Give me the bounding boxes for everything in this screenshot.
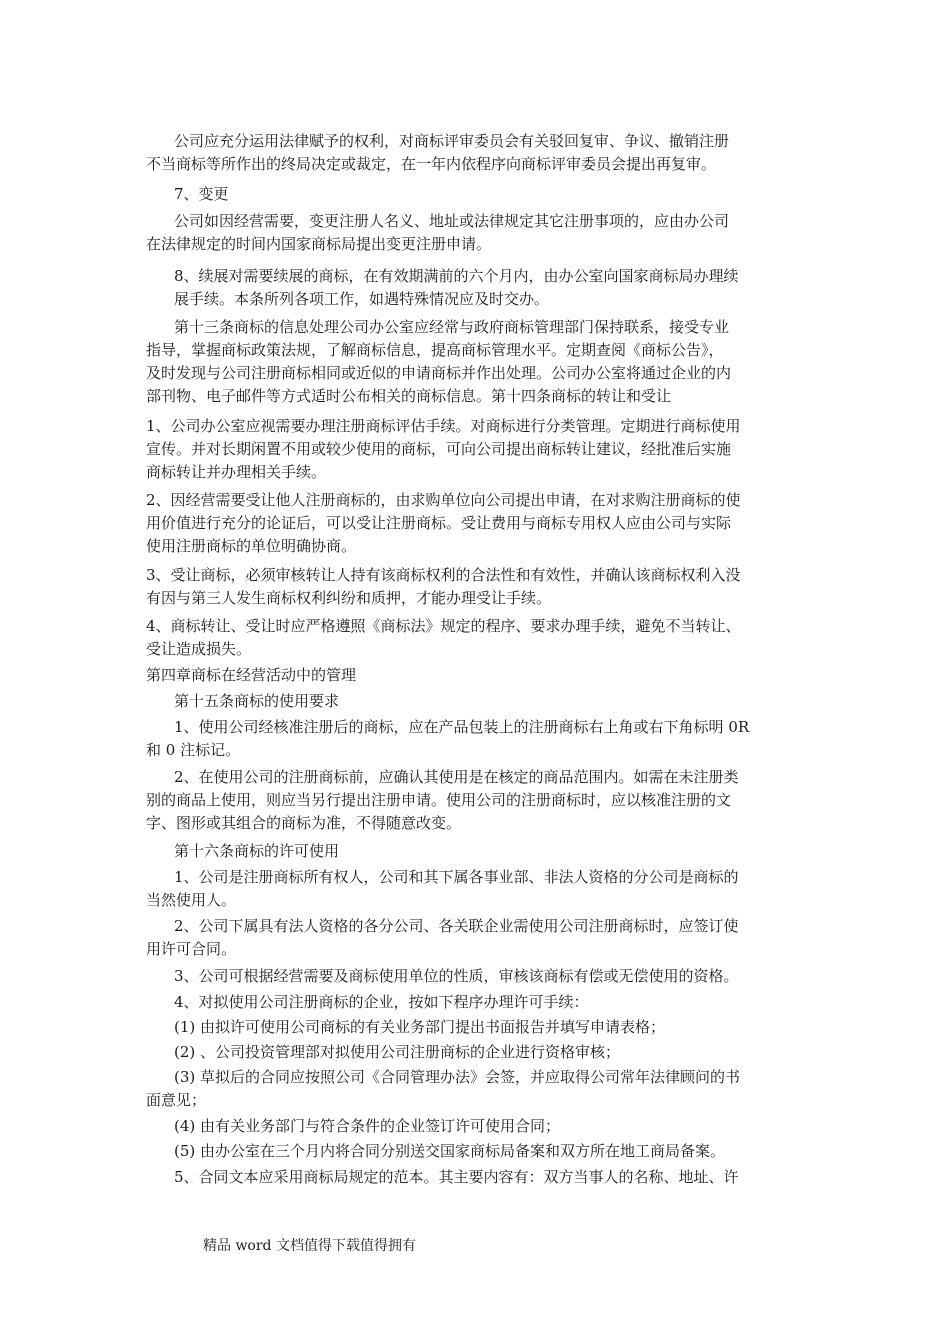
procedure-item-2 [174, 1041, 620, 1064]
paragraph-transfer-1 [146, 415, 741, 484]
procedure-item-1 [174, 1016, 665, 1039]
text-line: 有因与第三人发生商标权利纠纷和质押，才能办理受让手续。 [146, 589, 552, 607]
paragraph-article-13 [146, 316, 731, 408]
text-line: 第十五条商标的使用要求 [174, 692, 340, 710]
article-15-heading [174, 690, 339, 713]
paragraph-change [146, 210, 729, 256]
page-footer: 精品 word 文档值得下载值得拥有 [203, 1238, 416, 1254]
text-line: 第十三条商标的信息处理公司办公室应经常与政府商标管理部门保持联系，接受专业 [174, 318, 730, 336]
text-line: (5) 由办公室在三个月内将合同分别送交国家商标局备案和双方所在地工商局备案。 [174, 1142, 726, 1160]
text-line: 8、续展对需要续展的商标，在有效期满前的六个月内，由办公室向国家商标局办理续 [174, 267, 739, 285]
paragraph-usage-1 [146, 716, 749, 762]
text-line: 3、公司可根据经营需要及商标使用单位的性质，审核该商标有偿或无偿使用的资格。 [174, 967, 739, 985]
chapter-heading [146, 664, 356, 687]
paragraph-license-3 [174, 965, 739, 988]
paragraph-usage-2 [146, 766, 739, 835]
text-line: 受让造成损失。 [146, 640, 252, 658]
text-line: 宣传。并对长期闲置不用或较少使用的商标，可向公司提出商标转让建议，经批准后实施 [146, 440, 732, 458]
text-line: 用许可合同。 [146, 940, 237, 958]
text-line: 7、变更 [174, 185, 229, 203]
text-line: (3) 草拟后的合同应按照公司《合同管理办法》会签，并应取得公司常年法律顾问的书 [174, 1068, 741, 1086]
paragraph-contract-template [174, 1166, 739, 1189]
text-line: 公司应充分运用法律赋予的权利，对商标评审委员会有关驳回复审、争议、撤销注册 [174, 132, 730, 150]
text-line: 4、商标转让、受让时应严格遵照《商标法》规定的程序、要求办理手续，避免不当转让、 [146, 617, 741, 635]
text-line: 第十六条商标的许可使用 [174, 842, 340, 860]
paragraph-license-4 [174, 991, 589, 1014]
text-line: 2、因经营需要受让他人注册商标的，由求购单位向公司提出申请，在对求购注册商标的使 [146, 491, 741, 509]
text-line: 4、对拟使用公司注册商标的企业，按如下程序办理许可手续： [174, 993, 589, 1011]
text-line: 在法律规定的时间内国家商标局提出变更注册申请。 [146, 235, 492, 253]
text-line: 使用注册商标的单位明确协商。 [146, 537, 357, 555]
text-line: 当然使用人。 [146, 891, 237, 909]
text-line: 和 0 注标记。 [146, 741, 241, 759]
text-line: 不当商标等所作出的终局决定或裁定，在一年内依程序向商标评审委员会提出再复审。 [146, 155, 717, 173]
paragraph-license-1 [146, 866, 739, 912]
text-line: (2) 、公司投资管理部对拟使用公司注册商标的企业进行资格审核； [174, 1043, 621, 1061]
paragraph-transfer-4 [146, 615, 741, 661]
paragraph-review [146, 130, 729, 176]
text-line: 3、受让商标，必须审核转让人持有该商标权利的合法性和有效性，并确认该商标权利入没 [146, 566, 741, 584]
text-line: 及时发现与公司注册商标相同或近似的申请商标并作出处理。公司办公室将通过企业的内 [146, 364, 732, 382]
text-line: 部刊物、电子邮件等方式适时公布相关的商标信息。第十四条商标的转让和受让 [146, 387, 672, 405]
text-line: 1、使用公司经核准注册后的商标，应在产品包装上的注册商标右上角或右下角标明 0R [174, 718, 750, 736]
procedure-item-5 [174, 1140, 725, 1163]
text-line: 2、在使用公司的注册商标前，应确认其使用是在核定的商品范围内。如需在未注册类 [174, 768, 739, 786]
paragraph-transfer-3 [146, 564, 741, 610]
text-line: 别的商品上使用，则应当另行提出注册申请。使用公司的注册商标时，应以核准注册的文 [146, 791, 732, 809]
text-line: 1、公司办公室应视需要办理注册商标评估手续。对商标进行分类管理。定期进行商标使用 [146, 417, 741, 435]
text-line: 用价值进行充分的论证后，可以受让注册商标。受让费用与商标专用权人应由公司与实际 [146, 514, 732, 532]
paragraph-heading-change [174, 183, 229, 206]
text-line: (4) 由有关业务部门与符合条件的企业签订许可使用合同； [174, 1117, 561, 1135]
paragraph-transfer-2 [146, 489, 741, 558]
paragraph-renewal [174, 265, 739, 311]
article-16-heading [174, 840, 339, 863]
text-line: 展手续。本条所列各项工作，如遇特殊情况应及时交办。 [174, 290, 550, 308]
procedure-item-3 [146, 1066, 740, 1112]
text-line: 2、公司下属具有法人资格的各分公司、各关联企业需使用公司注册商标时，应签订使 [174, 917, 739, 935]
procedure-item-4 [174, 1115, 560, 1138]
text-line: 公司如因经营需要，变更注册人名义、地址或法律规定其它注册事项的，应由办公司 [174, 212, 730, 230]
text-line: 商标转让并办理相关手续。 [146, 463, 327, 481]
text-line: (1) 由拟许可使用公司商标的有关业务部门提出书面报告并填写申请表格； [174, 1018, 666, 1036]
text-line: 指导，掌握商标政策法规，了解商标信息，提高商标管理水平。定期查阅《商标公告》， [146, 341, 724, 359]
text-line: 1、公司是注册商标所有权人，公司和其下属各事业部、非法人资格的分公司是商标的 [174, 868, 739, 886]
paragraph-license-2 [146, 915, 739, 961]
text-line: 面意见； [146, 1091, 207, 1109]
text-line: 字、图形或其组合的商标为准，不得随意改变。 [146, 814, 462, 832]
text-line: 5、合同文本应采用商标局规定的范本。其主要内容有：双方当事人的名称、地址、许 [174, 1168, 739, 1186]
text-line: 第四章商标在经营活动中的管理 [146, 666, 357, 684]
